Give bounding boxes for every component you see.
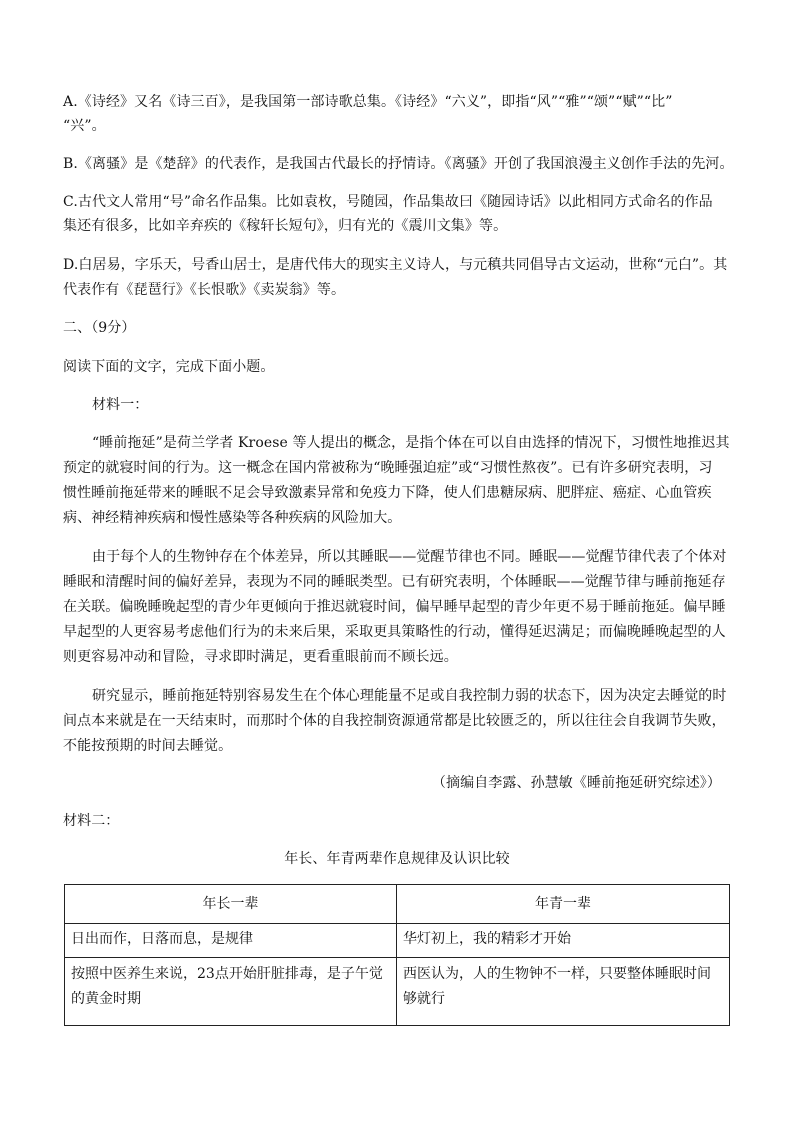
cell-younger-view <box>397 958 730 1026</box>
paragraph-1-line-2: 预定的就寝时间的行为。这一概念在国内常被称为“晚睡强迫症”或“习惯性熬夜”。已有许多研究表明，习 <box>63 460 713 476</box>
option-d-line-2: 代表作有《琵琶行》《长恨歌》《卖炭翁》等。 <box>63 282 346 298</box>
option-a-line-1: A.《诗经》又名《诗三百》，是我国第一部诗歌总集。《诗经》“六义”，即指“风”“雅”“颂”“赋”“比” <box>63 94 673 110</box>
option-a-line-2: “兴”。 <box>63 118 106 134</box>
table-title: 年长、年青两辈作息规律及认识比较 <box>284 851 510 867</box>
cell-older-view <box>65 958 397 1026</box>
paragraph-3-line-2: 间点本来就是在一天结束时，而那时个体的自我控制资源通常都是比较匮乏的，所以往往会自我调节失败， <box>63 713 726 729</box>
comparison-table <box>64 884 730 1026</box>
option-c-line-1: C.古代文人常用“号”命名作品集。比如袁枚，号随园，作品集故曰《随园诗话》以此相同方式命名的作品 <box>63 194 713 210</box>
paragraph-3-line-3: 不能按预期的时间去睡觉。 <box>63 738 233 754</box>
option-d-line-1: D.白居易，字乐天，号香山居士，是唐代伟大的现实主义诗人，与元稹共同倡导古文运动，世称“元白”。其 <box>63 257 728 273</box>
header-older-generation: 年长一辈 <box>65 885 397 924</box>
paragraph-2-line-3: 在关联。偏晚睡晚起型的青少年更倾向于推迟就寝时间，偏早睡早起型的青少年更不易于睡前拖延。偏早睡 <box>63 599 726 615</box>
cell-older-view-line-1: 按照中医养生来说，23点开始肝脏排毒，是子午觉 <box>71 966 383 982</box>
option-c-line-2: 集还有很多，比如辛弃疾的《稼轩长短句》，归有光的《震川文集》等。 <box>63 218 508 234</box>
table-row <box>65 958 730 1026</box>
paragraph-2-line-5: 则更容易冲动和冒险，寻求即时满足，更看重眼前而不顾长远。 <box>63 649 458 665</box>
header-younger-generation: 年青一辈 <box>397 885 730 924</box>
paragraph-1-line-4: 病、神经精神疾病和慢性感染等各种疾病的风险加大。 <box>63 510 402 526</box>
table-row <box>65 924 730 958</box>
cell-older-view-line-2: 的黄金时期 <box>71 991 141 1007</box>
cell-younger-view-line-2: 够就行 <box>403 991 445 1007</box>
cell-younger-routine: 华灯初上，我的精彩才开始 <box>397 924 730 958</box>
paragraph-1-line-3: 惯性睡前拖延带来的睡眠不足会导致激素异常和免疫力下降，使人们患糖尿病、肥胖症、癌症、心血管疾 <box>63 485 712 501</box>
paragraph-1-line-1: “睡前拖延”是荷兰学者 Kroese 等人提出的概念，是指个体在可以自由选择的情况下，习惯性地推迟其 <box>92 435 730 451</box>
paragraph-2-line-1: 由于每个人的生物钟存在个体差异，所以其睡眠——觉醒节律也不同。睡眠——觉醒节律代表了个体对 <box>92 549 727 565</box>
paragraph-2-line-2: 睡眠和清醒时间的偏好差异，表现为不同的睡眠类型。已有研究表明，个体睡眠——觉醒节律与睡前拖延存 <box>63 574 726 590</box>
material-1-label: 材料一： <box>92 397 149 413</box>
source-citation: （摘编自李露、孙慧敏《睡前拖延研究综述》） <box>431 775 721 791</box>
cell-older-routine: 日出而作，日落而息，是规律 <box>65 924 397 958</box>
section-heading: 二、（9分） <box>63 320 136 336</box>
cell-younger-view-line-1: 西医认为，人的生物钟不一样，只要整体睡眠时间 <box>403 966 711 982</box>
paragraph-2-line-4: 早起型的人更容易考虑他们行为的未来后果，采取更具策略性的行动，懂得延迟满足；而偏晚睡晚起型的人 <box>63 624 726 640</box>
instruction-text: 阅读下面的文字，完成下面小题。 <box>63 359 275 375</box>
material-2-label: 材料二： <box>63 813 120 829</box>
paragraph-3-line-1: 研究显示，睡前拖延特别容易发生在个体心理能量不足或自我控制力弱的状态下，因为决定去睡觉的时 <box>92 688 727 704</box>
option-b-line-1: B.《离骚》是《楚辞》的代表作，是我国古代最长的抒情诗。《离骚》开创了我国浪漫主义创作手法的先河。 <box>63 156 734 172</box>
table-header-row <box>65 885 730 924</box>
